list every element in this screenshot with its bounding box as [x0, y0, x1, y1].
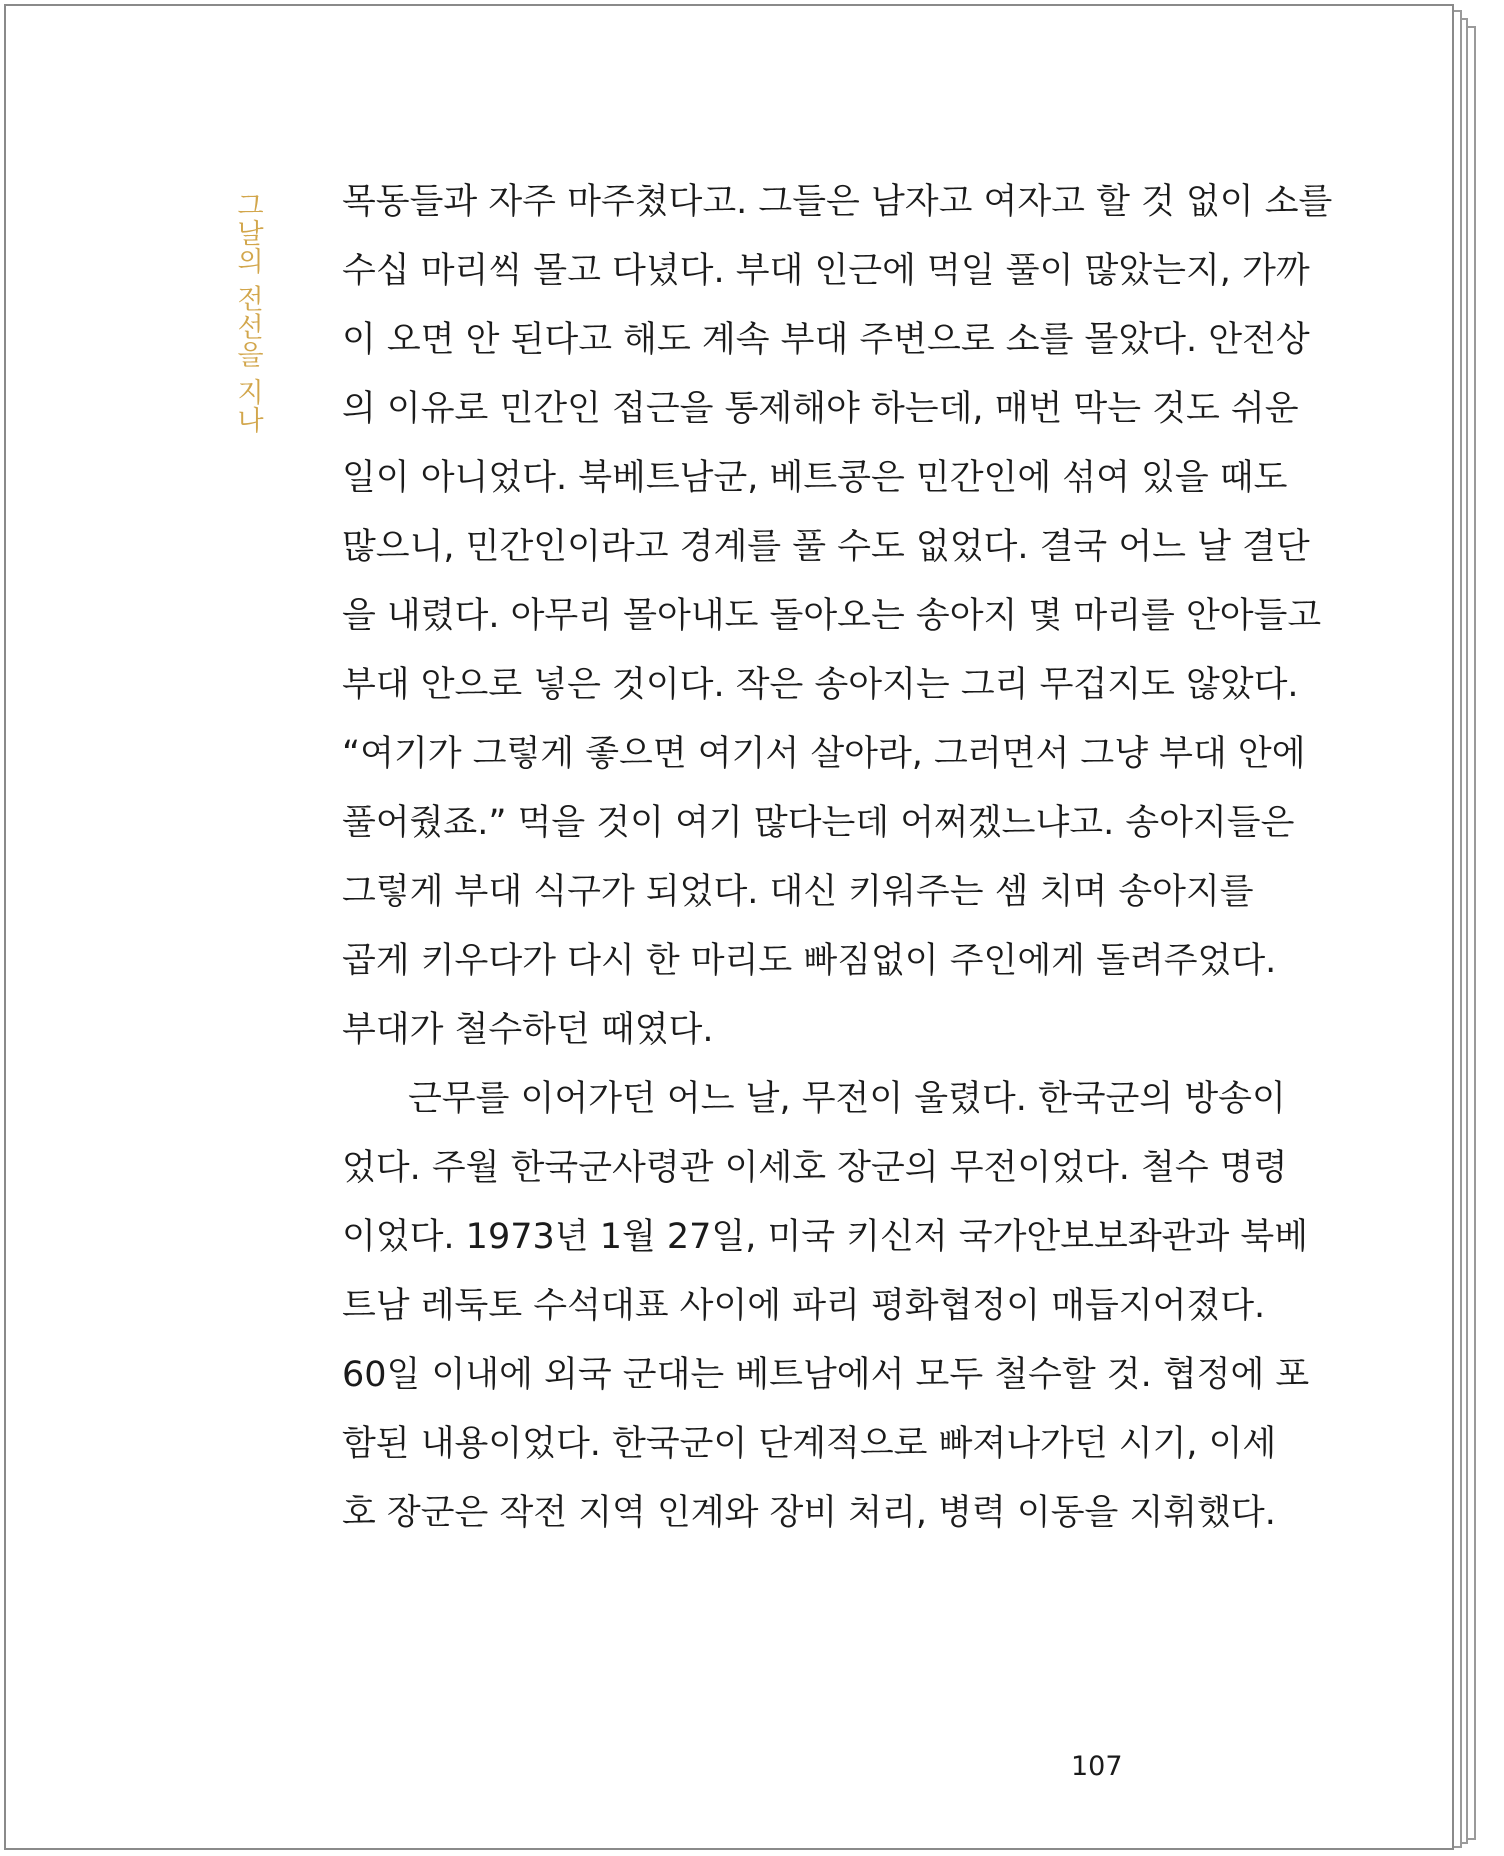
- text-line: 60일 이내에 외국 군대는 베트남에서 모두 철수할 것. 협정에 포: [342, 1355, 1310, 1395]
- body-text: [342, 168, 1333, 1548]
- text-line: 부대 안으로 넣은 것이다. 작은 송아지는 그리 무겁지도 않았다.: [342, 665, 1299, 705]
- text-line: 트남 레둑토 수석대표 사이에 파리 평화협정이 매듭지어졌다.: [342, 1286, 1266, 1326]
- running-head: 그날의 전선을 지나: [232, 191, 263, 435]
- text-line: 이 오면 안 된다고 해도 계속 부대 주변으로 소를 몰았다. 안전상: [342, 320, 1310, 360]
- text-line: 풀어줬죠.” 먹을 것이 여기 많다는데 어쩌겠느냐고. 송아지들은: [342, 803, 1295, 843]
- text-line: 그렇게 부대 식구가 되었다. 대신 키워주는 셈 치며 송아지를: [342, 872, 1254, 912]
- text-line: 수십 마리씩 몰고 다녔다. 부대 인근에 먹일 풀이 많았는지, 가까: [342, 251, 1310, 291]
- text-line-paragraph-start: 근무를 이어가던 어느 날, 무전이 울렸다. 한국군의 방송이: [408, 1079, 1286, 1119]
- text-line: 일이 아니었다. 북베트남군, 베트콩은 민간인에 섞여 있을 때도: [342, 458, 1288, 498]
- book-page: [4, 4, 1454, 1850]
- text-line: 의 이유로 민간인 접근을 통제해야 하는데, 매번 막는 것도 쉬운: [342, 389, 1299, 429]
- page-number: 107: [1071, 1751, 1123, 1782]
- text-line: 함된 내용이었다. 한국군이 단계적으로 빠져나가던 시기, 이세: [342, 1424, 1277, 1464]
- text-line: 곱게 키우다가 다시 한 마리도 빠짐없이 주인에게 돌려주었다.: [342, 941, 1277, 981]
- text-line-paragraph-end: 부대가 철수하던 때였다.: [342, 1010, 714, 1050]
- text-line: 이었다. 1973년 1월 27일, 미국 키신저 국가안보보좌관과 북베: [342, 1217, 1309, 1257]
- text-line: “여기가 그렇게 좋으면 여기서 살아라, 그러면서 그냥 부대 안에: [342, 734, 1306, 774]
- text-line: 을 내렸다. 아무리 몰아내도 돌아오는 송아지 몇 마리를 안아들고: [342, 596, 1322, 636]
- text-line: 호 장군은 작전 지역 인계와 장비 처리, 병력 이동을 지휘했다.: [342, 1493, 1276, 1533]
- text-line: 목동들과 자주 마주쳤다고. 그들은 남자고 여자고 할 것 없이 소를: [342, 182, 1333, 222]
- text-line: 었다. 주월 한국군사령관 이세호 장군의 무전이었다. 철수 명령: [342, 1148, 1288, 1188]
- text-line: 많으니, 민간인이라고 경계를 풀 수도 없었다. 결국 어느 날 결단: [342, 527, 1310, 567]
